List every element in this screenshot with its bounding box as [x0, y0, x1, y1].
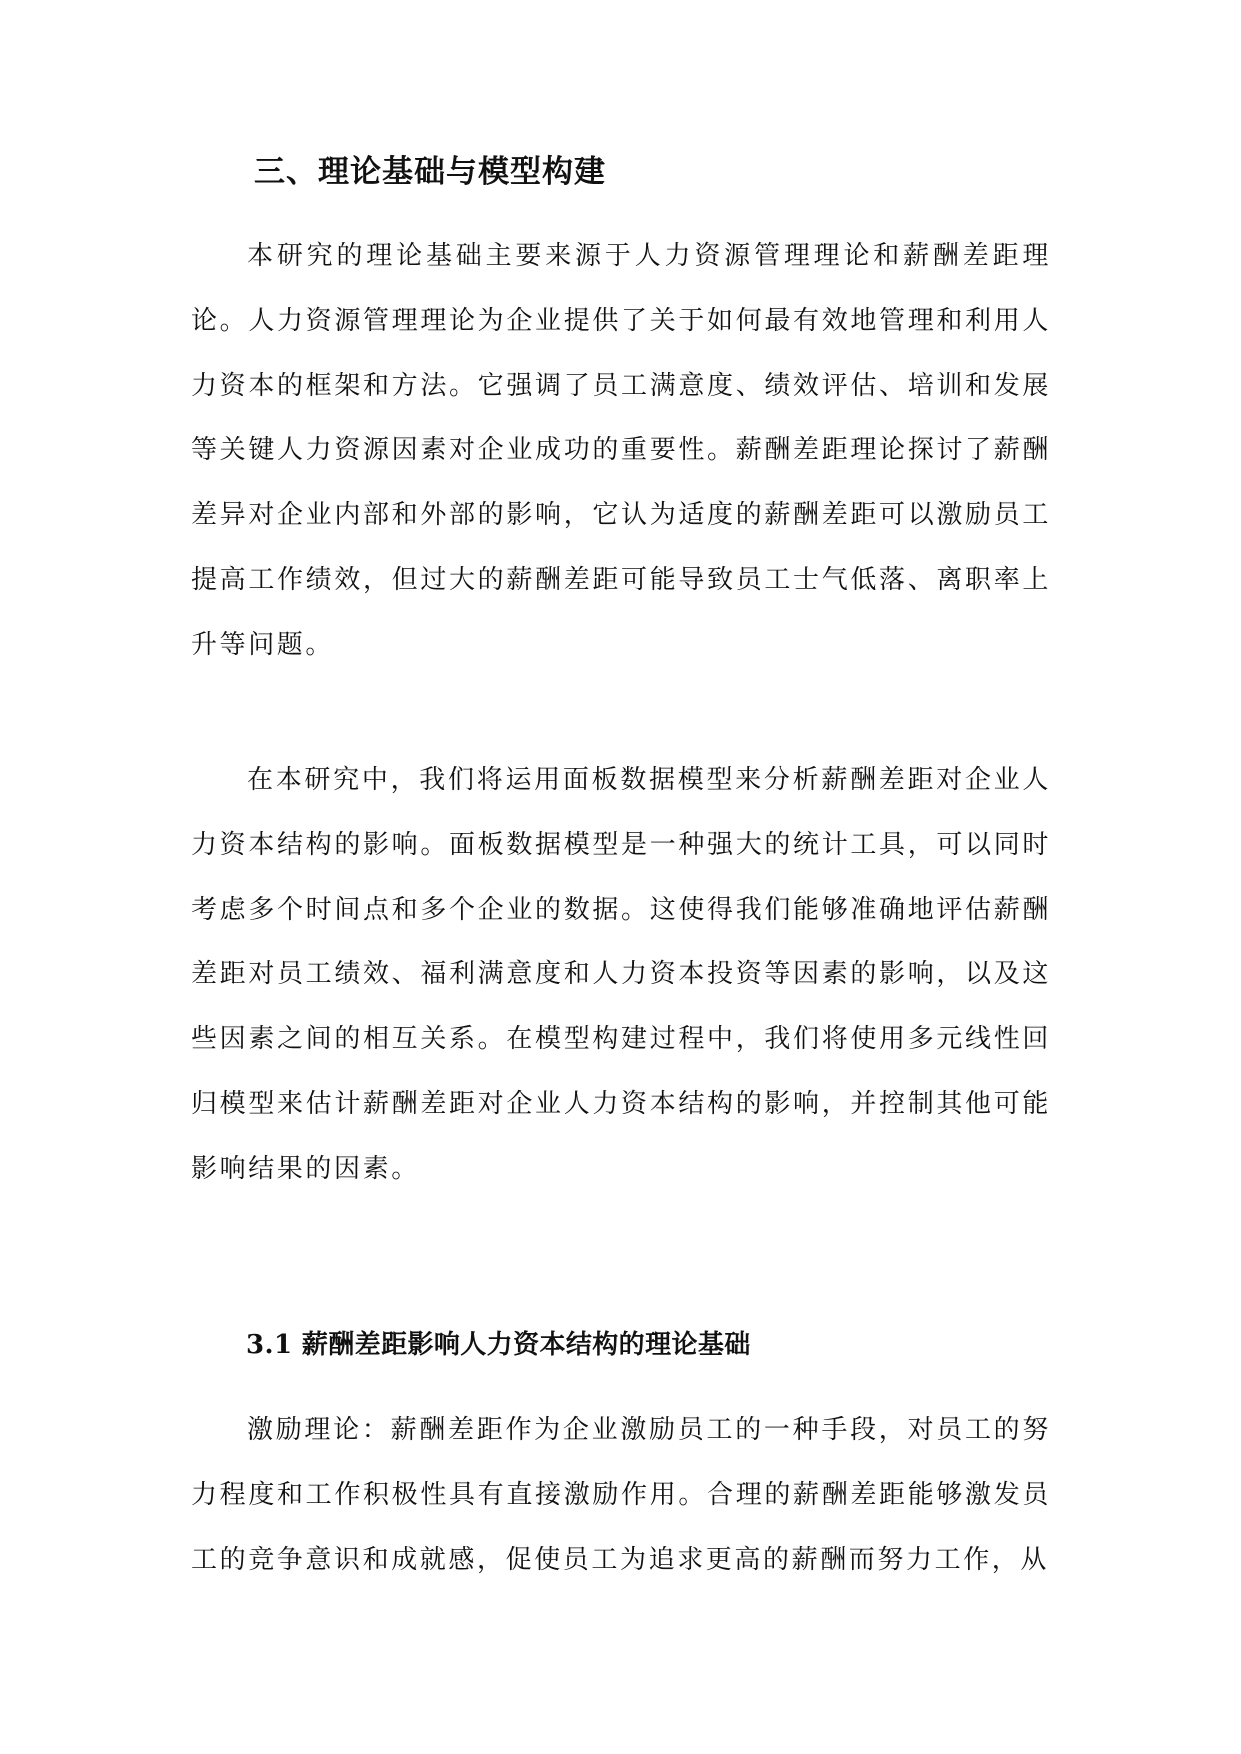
section-title: 三、理论基础与模型构建 [254, 154, 606, 190]
body-paragraph-1: 本研究的理论基础主要来源于人力资源管理理论和薪酬差距理论。人力资源管理理论为企业提供了关于如何最有效地管理和利用人力资本的框架和方法。它强调了员工满意度、绩效评估、培训和发展等关键人力资源因素对企业成功的重要性。薪酬差距理论探讨了薪酬差异对企业内部和外部的影响，它认为适度的薪酬差距可以激励员工提高工作绩效，但过大的薪酬差距可能导致员工士气低落、离职率上升等问题。 [191, 241, 1051, 660]
body-paragraph-2: 在本研究中，我们将运用面板数据模型来分析薪酬差距对企业人力资本结构的影响。面板数据模型是一种强大的统计工具，可以同时考虑多个时间点和多个企业的数据。这使得我们能够准确地评估薪酬差距对员工绩效、福利满意度和人力资本投资等因素的影响，以及这些因素之间的相互关系。在模型构建过程中，我们将使用多元线性回归模型来估计薪酬差距对企业人力资本结构的影响，并控制其他可能影响结果的因素。 [191, 765, 1051, 1184]
subsection-paragraph: 激励理论：薪酬差距作为企业激励员工的一种手段，对员工的努力程度和工作积极性具有直接激励作用。合理的薪酬差距能够激发员工的竞争意识和成就感，促使员工为追求更高的薪酬而努力工作，从 [191, 1415, 1051, 1575]
subsection-title: 3.1 薪酬差距影响人力资本结构的理论基础 [246, 1330, 751, 1360]
